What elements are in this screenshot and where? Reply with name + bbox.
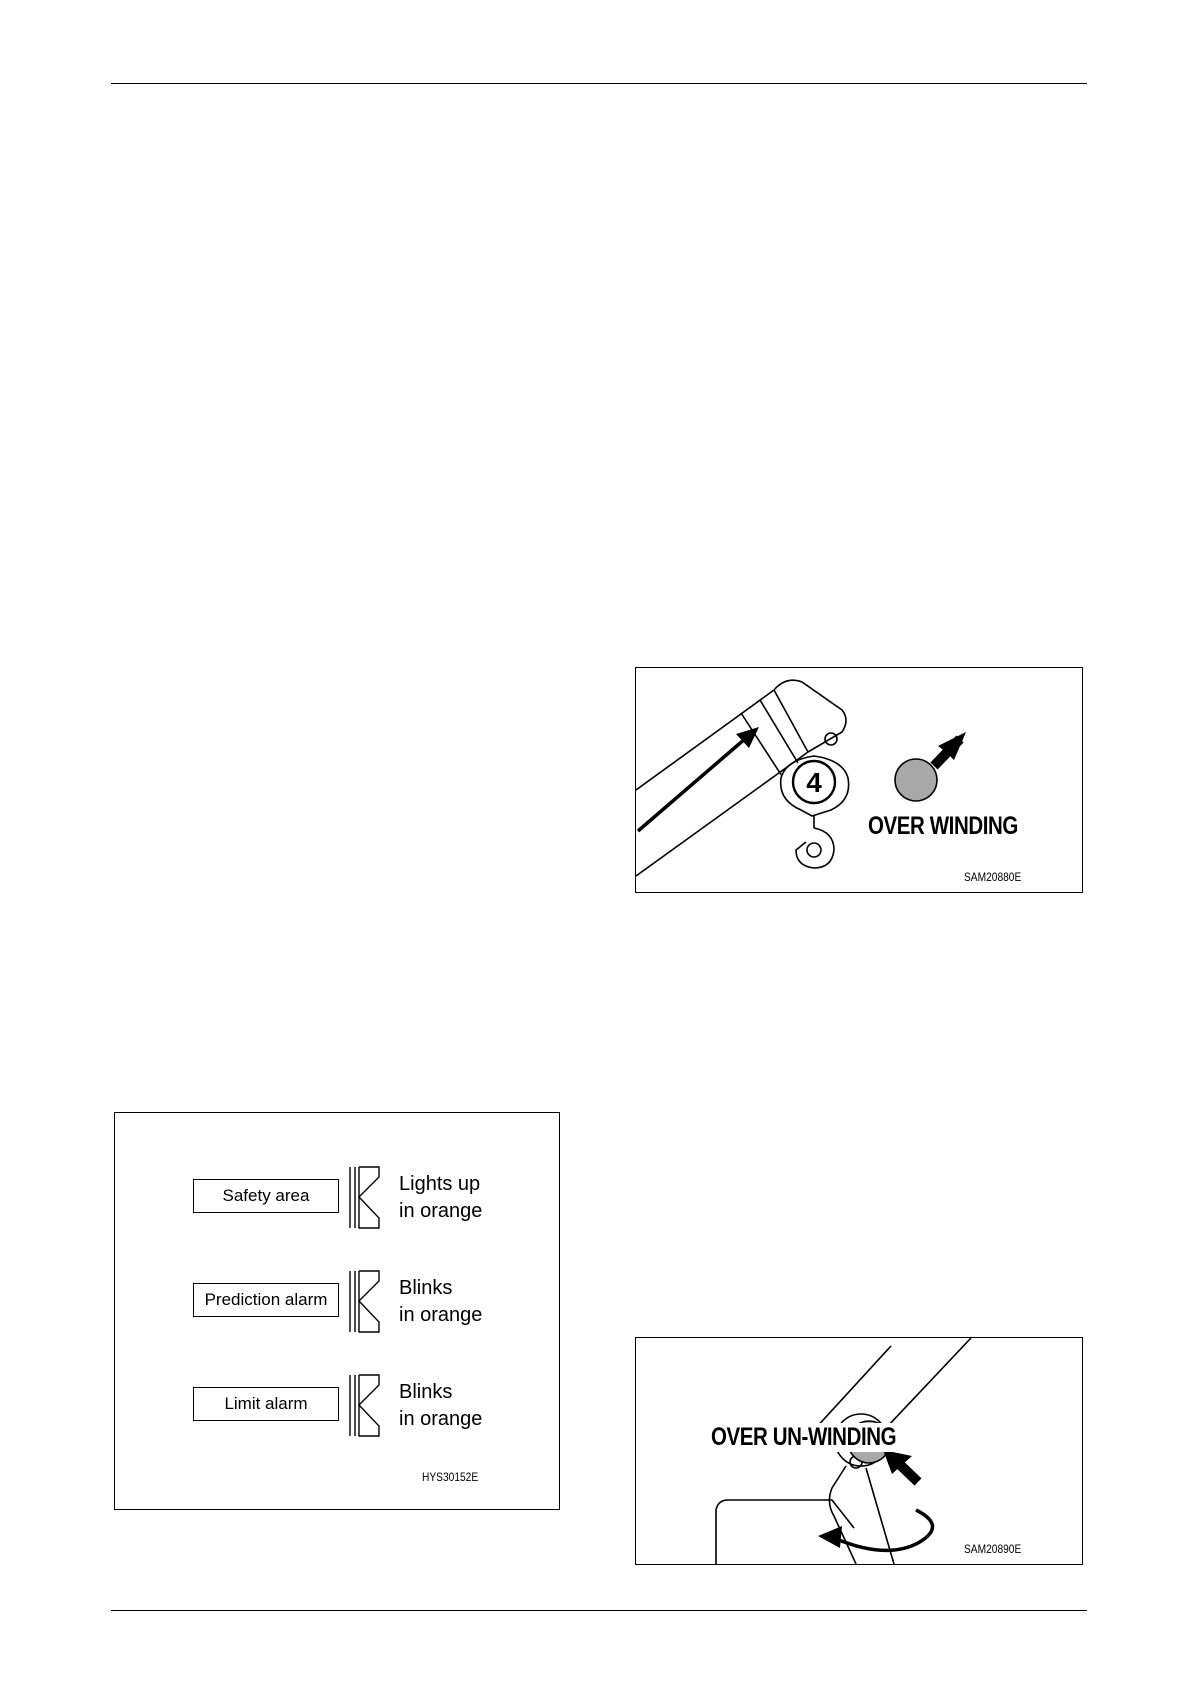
state-description-line: Lights up — [399, 1173, 481, 1195]
state-label: Prediction alarm — [204, 1290, 328, 1309]
state-description-safety-area — [399, 1171, 482, 1225]
header-rule — [111, 83, 1087, 84]
hook-badge-number: 4 — [806, 767, 822, 798]
overwind-lamp-icon — [895, 759, 937, 801]
alarm-states-figure-code: HYS30152E — [422, 1470, 479, 1484]
boom-arrow — [638, 727, 759, 831]
state-description-line: in orange — [399, 1200, 483, 1222]
state-description-line: Blinks — [399, 1277, 453, 1299]
footer-rule — [111, 1610, 1087, 1611]
state-description-prediction-alarm — [399, 1275, 482, 1329]
lamp-segment-icon — [350, 1375, 379, 1436]
state-description-line: in orange — [399, 1408, 483, 1430]
alarm-states-figure — [114, 1112, 560, 1510]
over-unwinding-figure — [635, 1337, 1083, 1565]
alarm-lamp-icons — [115, 1113, 559, 1509]
state-description-line: in orange — [399, 1304, 483, 1326]
state-label: Safety area — [222, 1186, 310, 1205]
over-winding-figure-code: SAM20880E — [964, 870, 1022, 884]
over-unwinding-label: OVER UN-WINDING — [711, 1423, 897, 1451]
over-unwinding-figure-code: SAM20890E — [964, 1542, 1022, 1556]
state-label: Limit alarm — [224, 1394, 308, 1413]
over-winding-label: OVER WINDING — [868, 812, 1018, 840]
lamp-segment-icon — [350, 1167, 379, 1228]
over-winding-figure — [635, 667, 1083, 893]
state-description-line: Blinks — [399, 1381, 453, 1403]
over-winding-illustration — [636, 668, 1082, 892]
lamp-segment-icon — [350, 1271, 379, 1332]
rotation-arrow-icon — [818, 1510, 933, 1550]
state-description-limit-alarm — [399, 1379, 482, 1433]
